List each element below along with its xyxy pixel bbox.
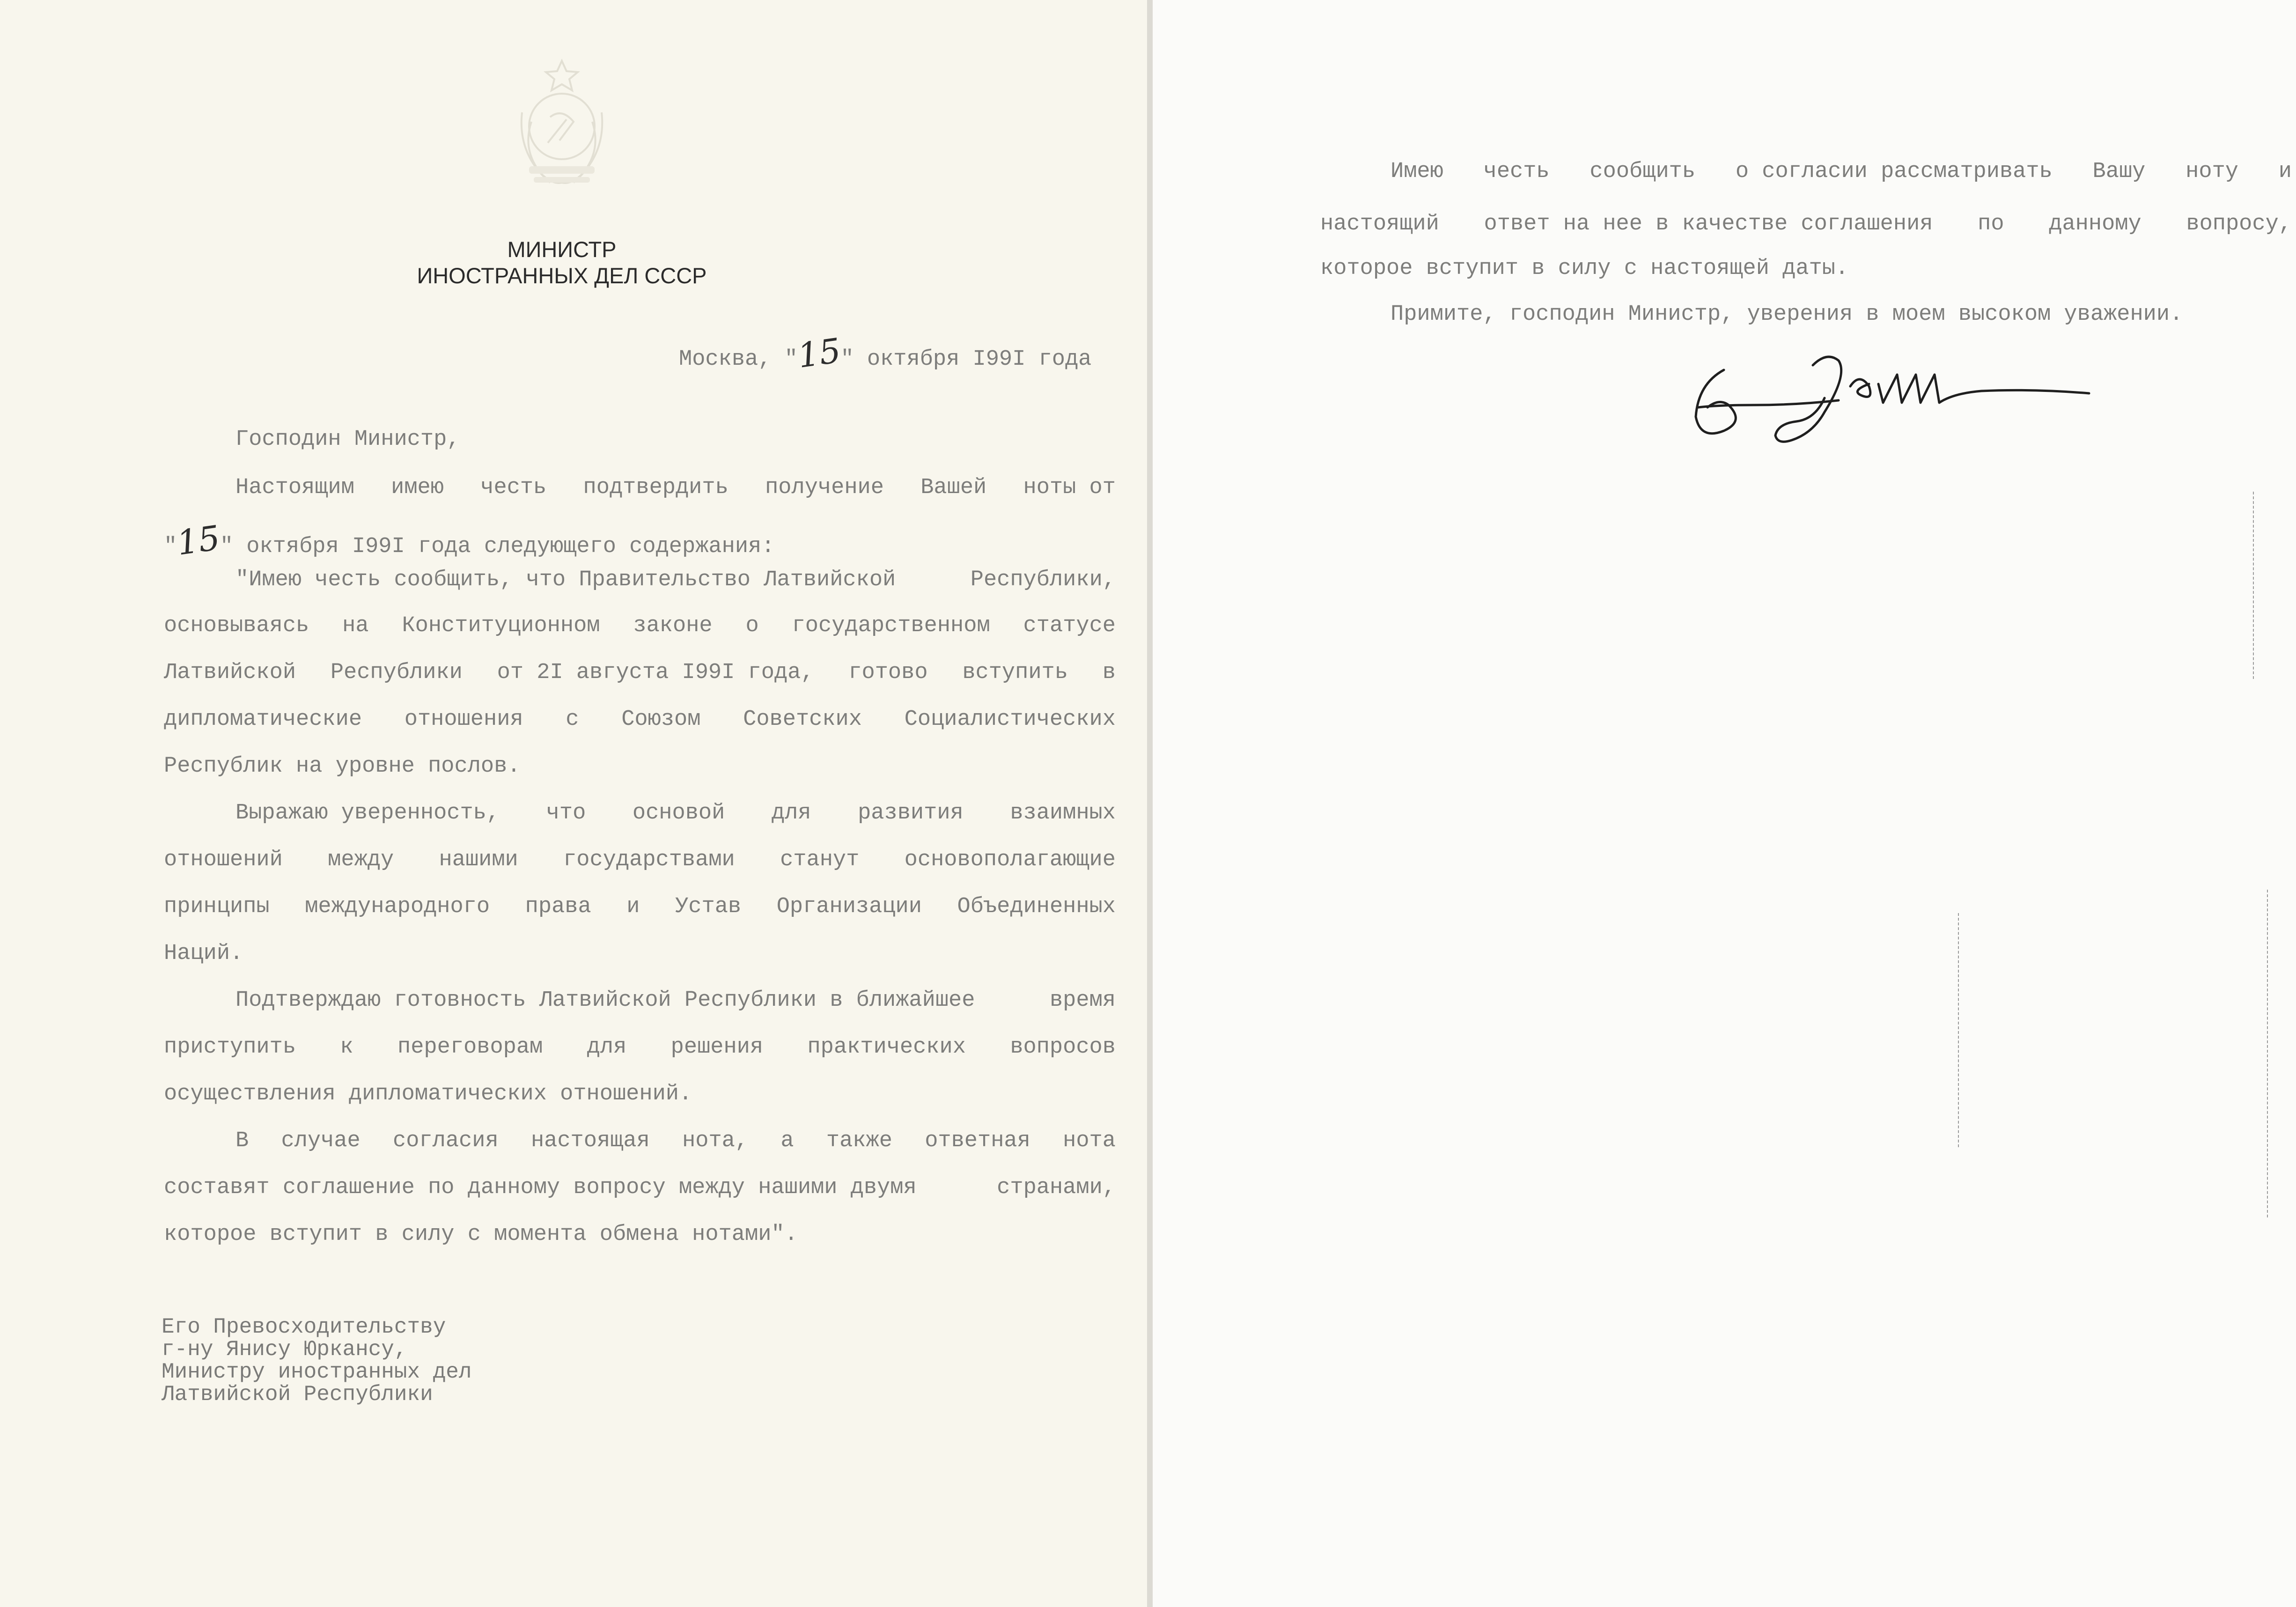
date-prefix: Москва, " xyxy=(679,347,798,372)
ussr-coat-of-arms-emboss-icon xyxy=(503,56,620,192)
page-ruling-mark xyxy=(2253,492,2254,679)
ministry-header xyxy=(328,236,796,289)
quote-4-line-2: составят соглашение по данному вопросу между нашими двумя странами, xyxy=(164,1175,1116,1200)
page-gutter xyxy=(1147,0,1153,1607)
paragraph-1-line-1: Настоящим имею честь подтвердить получение Вашей ноты от xyxy=(235,475,1116,500)
reply-line-3: которое вступит в силу с настоящей даты. xyxy=(1320,256,1849,281)
quote-1-line-1: "Имею честь сообщить, что Правительство Латвийской Республики, xyxy=(235,568,1116,592)
closing-line: Примите, господин Министр, уверения в моем высоком уважении. xyxy=(1391,302,2183,327)
date-line xyxy=(679,331,1092,376)
header-line-ministry: ИНОСТРАННЫХ ДЕЛ СССР xyxy=(417,263,707,288)
quote-3-line-3: осуществления дипломатических отношений. xyxy=(164,1082,692,1106)
quote-2-line-3: принципы международного права и Устав Организации Объединенных xyxy=(164,894,1116,919)
quote-1-line-5: Республик на уровне послов. xyxy=(164,754,521,779)
handwritten-signature-icon xyxy=(1672,337,2117,459)
quote-2-line-1: Выражаю уверенность, что основой для развития взаимных xyxy=(235,801,1116,826)
page-ruling-mark xyxy=(1958,913,1959,1147)
quote-4-line-3: которое вступит в силу с момента обмена нотами". xyxy=(164,1222,798,1247)
quote-4-line-1: В случае согласия настоящая нота, а также ответная нота xyxy=(235,1128,1116,1153)
quote-2-line-4: Наций. xyxy=(164,941,243,966)
page-ruling-mark xyxy=(2267,890,2268,1217)
handwritten-day: 15 xyxy=(174,518,223,563)
date-suffix: " октября I99I года xyxy=(840,347,1092,372)
reply-line-2: настоящий ответ на нее в качестве соглашения по данному вопросу, xyxy=(1320,212,2292,236)
reply-line-1: Имею честь сообщить о согласии рассматривать Вашу ноту и xyxy=(1391,159,2292,184)
left-page xyxy=(0,0,1147,1607)
quote-3-line-1: Подтверждаю готовность Латвийской Республики в ближайшее время xyxy=(235,988,1116,1013)
handwritten-day: 15 xyxy=(795,331,843,376)
quote-2-line-2: отношений между нашими государствами станут основополагающие xyxy=(164,848,1116,872)
header-line-minister: МИНИСТР xyxy=(507,237,617,262)
right-page xyxy=(1153,0,2296,1607)
salutation: Господин Министр, xyxy=(235,427,460,452)
paragraph-1-line-2: "15" октября I99I года следующего содержания: xyxy=(164,518,775,563)
quote-1-line-2: основываясь на Конституционном законе о государственном статусе xyxy=(164,613,1116,638)
addressee-block: Его Превосходительству г-ну Янису Юркансу, Министру иностранных дел Латвийской Республики xyxy=(162,1315,472,1407)
quote-1-line-3: Латвийской Республики от 2I августа I99I года, готово вступить в xyxy=(164,660,1116,685)
quote-1-line-4: дипломатические отношения с Союзом Советских Социалистических xyxy=(164,707,1116,732)
quote-3-line-2: приступить к переговорам для решения практических вопросов xyxy=(164,1035,1116,1060)
